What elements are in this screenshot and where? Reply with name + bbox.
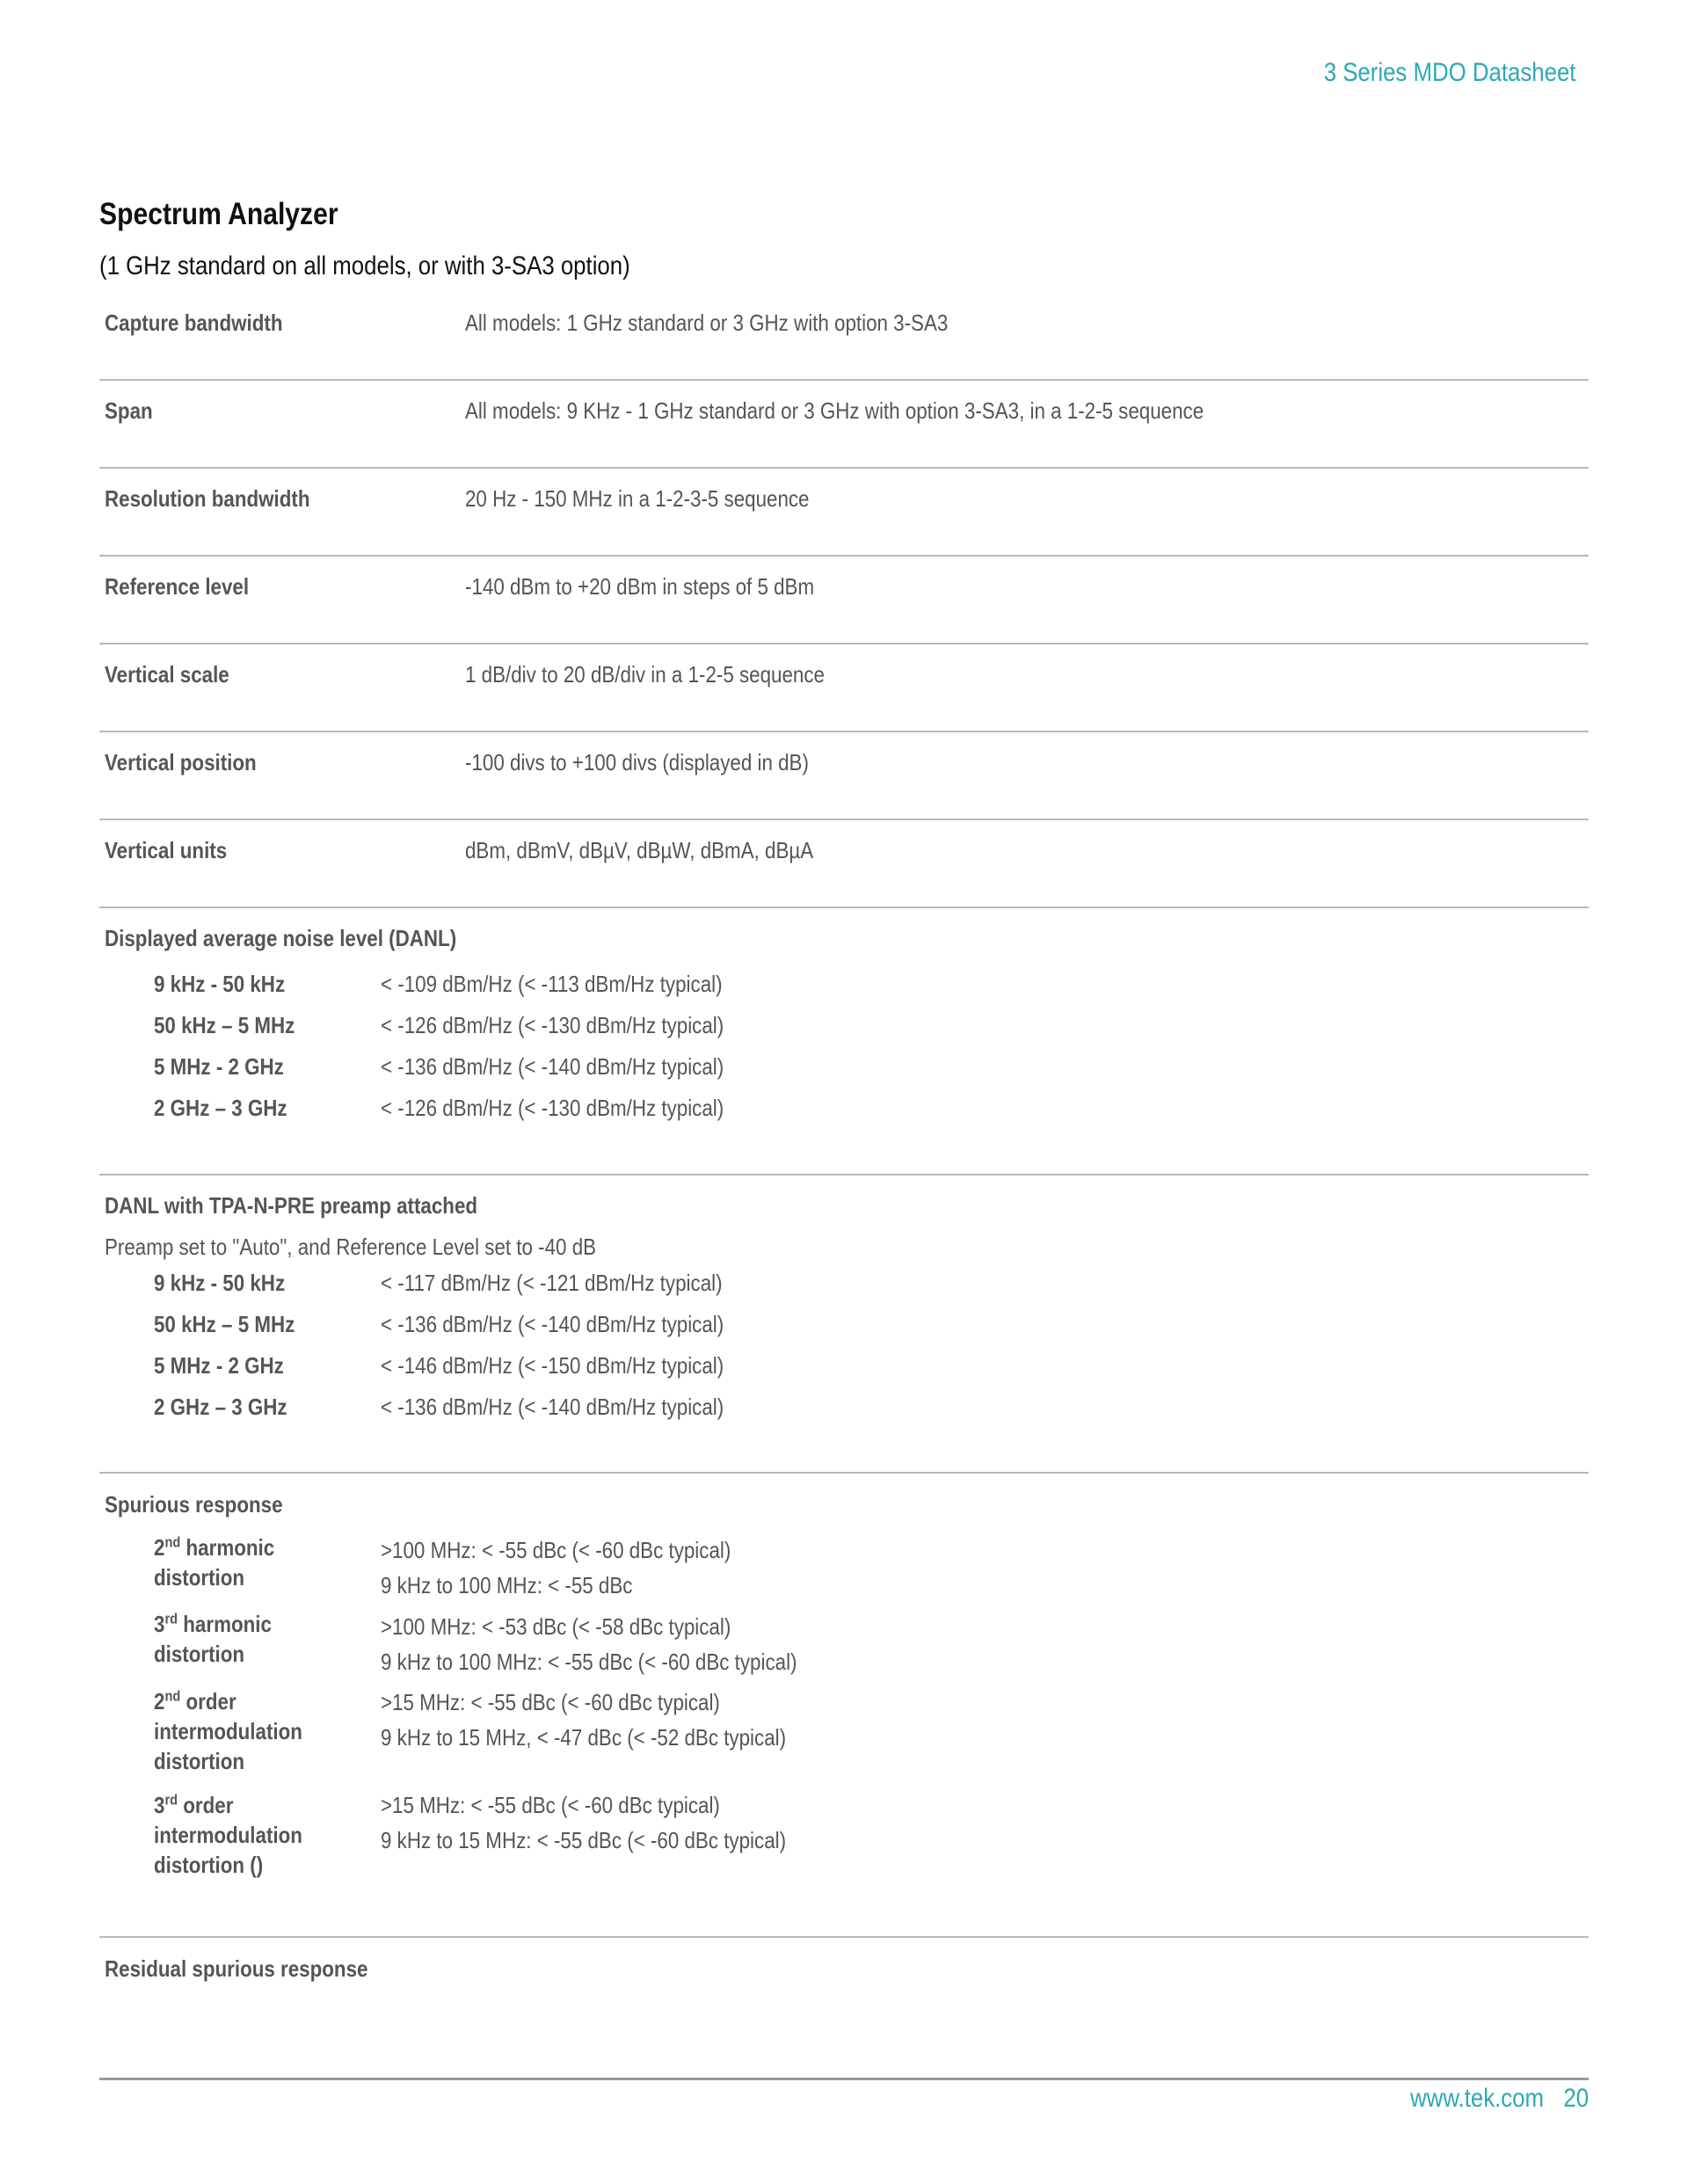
footer-url[interactable]: www.tek.com: [1409, 2084, 1544, 2113]
spurious-item-label: 3rd order intermodulation distortion (): [154, 1791, 302, 1878]
danl-range: 50 kHz – 5 MHz: [154, 1012, 295, 1038]
page-number: 20: [1563, 2084, 1589, 2113]
danl-range: 2 GHz – 3 GHz: [154, 1095, 287, 1121]
footer-divider: [99, 2078, 1589, 2080]
danl-value: < -126 dBm/Hz (< -130 dBm/Hz typical): [381, 1012, 724, 1038]
spec-label: Span: [105, 397, 153, 424]
row-divider: [99, 379, 1589, 381]
danl-preamp-value: < -136 dBm/Hz (< -140 dBm/Hz typical): [381, 1311, 724, 1337]
danl-value: < -109 dBm/Hz (< -113 dBm/Hz typical): [381, 971, 723, 997]
danl-label: Displayed average noise level (DANL): [105, 925, 457, 951]
spurious-label: Spurious response: [105, 1491, 283, 1518]
spec-value: -100 divs to +100 divs (displayed in dB): [465, 749, 809, 775]
spurious-item-value: >15 MHz: < -55 dBc (< -60 dBc typical) 9 kHz to 15 MHz: < -55 dBc (< -60 dBc typical): [381, 1792, 787, 1853]
danl-preamp-label: DANL with TPA-N-PRE preamp attached: [105, 1192, 478, 1219]
spec-label: Vertical scale: [105, 661, 229, 688]
spec-value: All models: 9 KHz - 1 GHz standard or 3 GHz with option 3-SA3, in a 1-2-5 sequence: [465, 397, 1204, 424]
spurious-item-label: 2nd order intermodulation distortion: [154, 1687, 302, 1774]
row-divider: [99, 643, 1589, 644]
danl-preamp-range: 9 kHz - 50 kHz: [154, 1270, 286, 1296]
spec-label: Capture bandwidth: [105, 309, 283, 336]
danl-range: 9 kHz - 50 kHz: [154, 971, 286, 997]
row-divider: [99, 731, 1589, 732]
section-subtitle: (1 GHz standard on all models, or with 3-SA3 option): [99, 251, 630, 280]
spec-value: dBm, dBmV, dBµV, dBµW, dBmA, dBµA: [465, 837, 814, 863]
danl-preamp-value: < -136 dBm/Hz (< -140 dBm/Hz typical): [381, 1394, 724, 1420]
danl-preamp-value: < -146 dBm/Hz (< -150 dBm/Hz typical): [381, 1352, 724, 1379]
spurious-item-label: 3rd harmonic distortion: [154, 1610, 272, 1667]
spec-value: -140 dBm to +20 dBm in steps of 5 dBm: [465, 573, 815, 600]
spurious-item-value: >100 MHz: < -55 dBc (< -60 dBc typical) 9 kHz to 100 MHz: < -55 dBc: [381, 1537, 731, 1598]
spec-label: Reference level: [105, 573, 250, 600]
spec-label: Residual spurious response: [105, 1955, 368, 1982]
spec-value: All models: 1 GHz standard or 3 GHz with option 3-SA3: [465, 309, 949, 336]
danl-value: < -126 dBm/Hz (< -130 dBm/Hz typical): [381, 1095, 724, 1121]
row-divider: [99, 819, 1589, 820]
spec-label: Vertical units: [105, 837, 228, 863]
document-header: 3 Series MDO Datasheet: [1323, 58, 1575, 87]
row-divider: [99, 555, 1589, 557]
footer: [1381, 2084, 1589, 2114]
spec-label: Vertical position: [105, 749, 257, 775]
row-divider: [99, 467, 1589, 469]
row-divider: [99, 1472, 1589, 1474]
danl-preamp-range: 5 MHz - 2 GHz: [154, 1352, 284, 1379]
spec-label: Resolution bandwidth: [105, 485, 310, 512]
spurious-item-value: >15 MHz: < -55 dBc (< -60 dBc typical) 9 kHz to 15 MHz, < -47 dBc (< -52 dBc typical): [381, 1689, 787, 1751]
danl-preamp-note: Preamp set to "Auto", and Reference Level set to -40 dB: [105, 1234, 597, 1260]
spurious-item-value: >100 MHz: < -53 dBc (< -58 dBc typical) 9 kHz to 100 MHz: < -55 dBc (< -60 dBc typical): [381, 1613, 797, 1675]
danl-preamp-value: < -117 dBm/Hz (< -121 dBm/Hz typical): [381, 1270, 723, 1296]
danl-preamp-range: 2 GHz – 3 GHz: [154, 1394, 287, 1420]
spec-value: 1 dB/div to 20 dB/div in a 1-2-5 sequence: [465, 661, 825, 688]
spurious-item-label: 2nd harmonic distortion: [154, 1533, 275, 1591]
danl-preamp-range: 50 kHz – 5 MHz: [154, 1311, 295, 1337]
spec-value: 20 Hz - 150 MHz in a 1-2-3-5 sequence: [465, 485, 810, 512]
danl-value: < -136 dBm/Hz (< -140 dBm/Hz typical): [381, 1053, 724, 1080]
row-divider: [99, 1936, 1589, 1938]
row-divider: [99, 1174, 1589, 1176]
section-title: Spectrum Analyzer: [99, 197, 338, 231]
danl-range: 5 MHz - 2 GHz: [154, 1053, 284, 1080]
row-divider: [99, 906, 1589, 908]
